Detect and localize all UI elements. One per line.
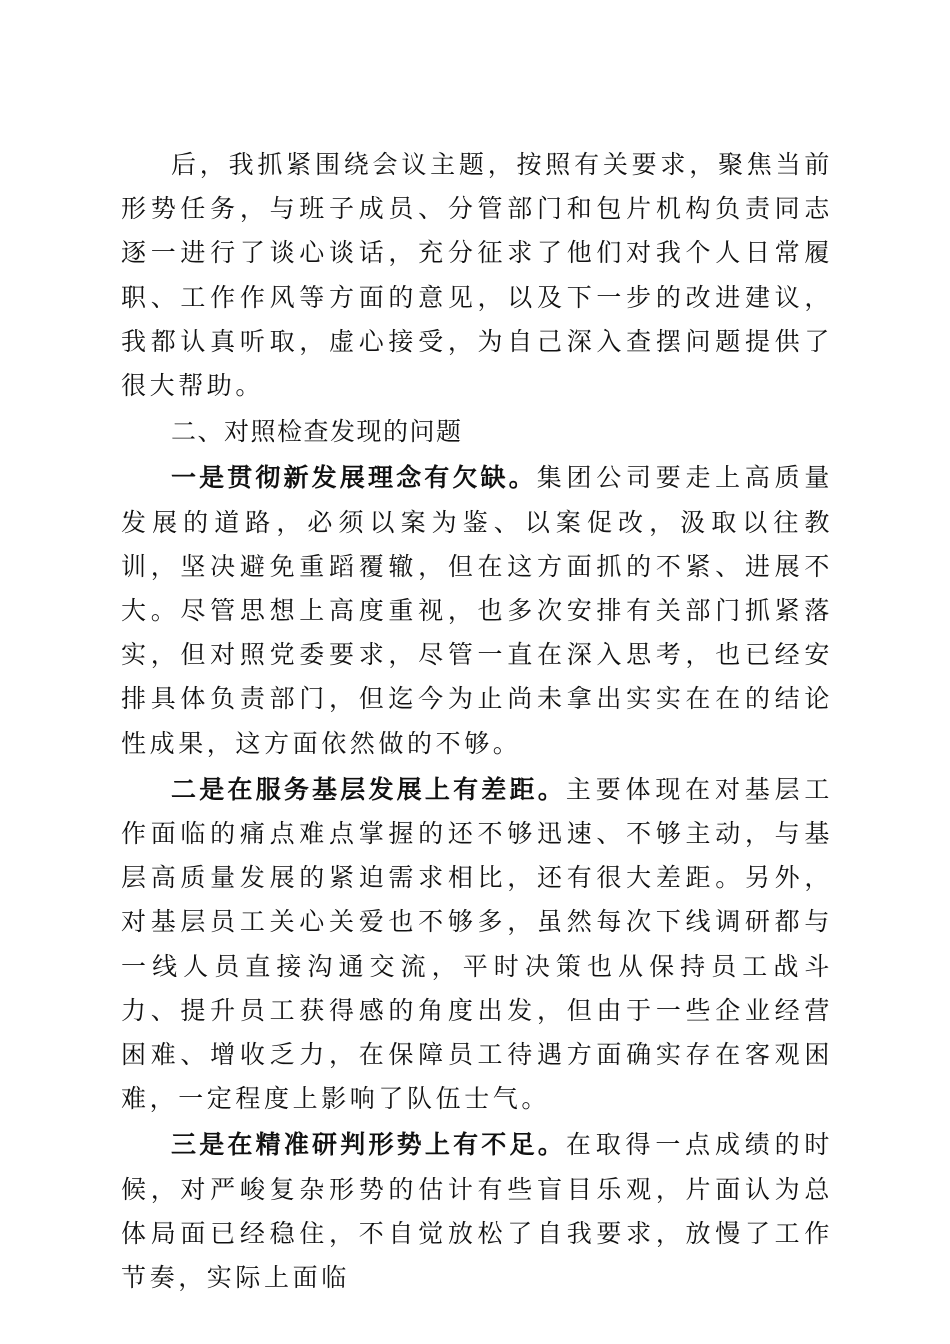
paragraph-intro	[121, 143, 833, 408]
paragraph-lead: 三是在精准研判形势上有不足。	[171, 1130, 566, 1160]
paragraph-text: 集团公司要走上高质量发展的道路，必须以案为鉴、以案促改，汲取以往教训，坚决避免重蹈覆辙，但在这方面抓的不紧、进展不大。尽管思想上高度重视，也多次安排有关部门抓紧落实，但对照党委要求，尽管一直在深入思考，也已经安排具体负责部门，但迄今为止尚未拿出实实在在的结论性成果，这方面依然做的不够。	[121, 463, 833, 758]
section-heading-text: 二、对照检查发现的问题	[171, 417, 463, 447]
paragraph-problem-1	[121, 456, 833, 765]
section-heading	[121, 410, 833, 454]
paragraph-problem-3	[121, 1123, 833, 1300]
paragraph-text: 后，我抓紧围绕会议主题，按照有关要求，聚焦当前形势任务，与班子成员、分管部门和包片机构负责同志逐一进行了谈心谈话，充分征求了他们对我个人日常履职、工作作风等方面的意见，以及下一步的改进建议，我都认真听取，虚心接受，为自己深入查摆问题提供了很大帮助。	[121, 150, 833, 401]
paragraph-lead: 一是贯彻新发展理念有欠缺。	[171, 463, 537, 493]
paragraph-text: 在取得一点成绩的时候，对严峻复杂形势的估计有些盲目乐观，片面认为总体局面已经稳住，不自觉放松了自我要求，放慢了工作节奏，实际上面临	[121, 1130, 833, 1293]
document-body	[121, 143, 833, 1300]
paragraph-lead: 二是在服务基层发展上有差距。	[171, 774, 566, 804]
paragraph-problem-2	[121, 768, 833, 1122]
paragraph-text: 主要体现在对基层工作面临的痛点难点掌握的还不够迅速、不够主动，与基层高质量发展的紧迫需求相比，还有很大差距。另外，对基层员工关心关爱也不够多，虽然每次下线调研都与一线人员直接沟通交流，平时决策也从保持员工战斗力、提升员工获得感的角度出发，但由于一些企业经营困难、增收乏力，在保障员工待遇方面确实存在客观困难，一定程度上影响了队伍士气。	[121, 774, 833, 1114]
